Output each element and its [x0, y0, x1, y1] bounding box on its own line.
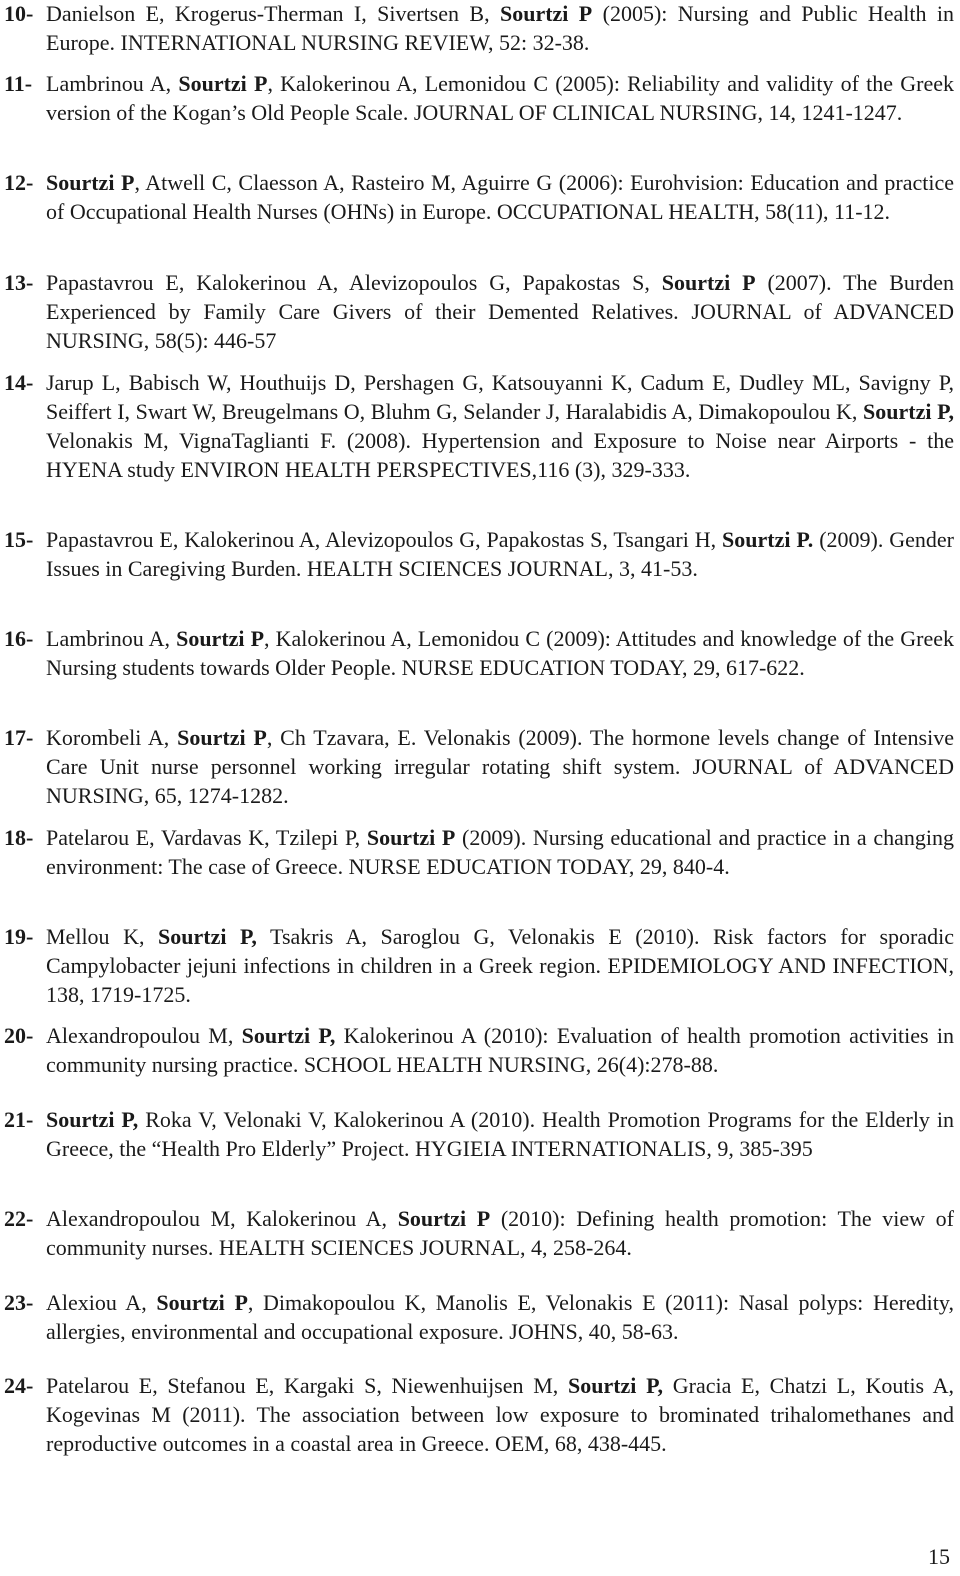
reference-number: 12- — [4, 170, 34, 195]
reference-text-segment: Alexandropoulou M, — [46, 1023, 242, 1048]
reference-number: 13- — [4, 270, 34, 295]
highlighted-author: Sourtzi P — [397, 1206, 491, 1231]
reference-number: 23- — [4, 1290, 34, 1315]
reference-item — [0, 368, 954, 484]
highlighted-author: Sourtzi P, — [863, 399, 955, 425]
reference-number: 19- — [4, 924, 34, 949]
reference-text — [46, 922, 954, 1009]
reference-item — [0, 525, 954, 583]
reference-text-segment: (2007). The Burden Experienced by Family Care Givers of their Demented Relatives. JOURNAL of ADVANCED NURSING, 58(5): 446-57 — [46, 270, 954, 354]
reference-text-segment: Velonakis M, VignaTaglianti F. (2008). Hypertension and Exposure to Noise near Airports - the HYENA study ENVIRON HEALTH PERSPECTIVES,116 (3), 329-333. — [46, 428, 954, 483]
reference-item — [0, 1288, 954, 1346]
reference-item — [0, 69, 954, 127]
reference-number: 20- — [4, 1023, 34, 1048]
reference-number: 18- — [4, 825, 34, 850]
highlighted-author: Sourtzi P, — [158, 924, 257, 949]
reference-text-segment: (2010): Defining health promotion: The view of community nurses. HEALTH SCIENCES JOURNAL, 4, 258-264. — [46, 1206, 954, 1261]
reference-text-segment: Papastavrou E, Kalokerinou A, Alevizopoulos G, Papakostas S, Tsangari H, — [46, 527, 723, 552]
highlighted-author: Sourtzi P — [156, 1290, 248, 1315]
reference-text-segment: Danielson E, Krogerus-Therman I, Sivertsen B, — [46, 1, 500, 26]
reference-text — [46, 723, 954, 810]
reference-number: 17- — [4, 725, 34, 750]
reference-text — [46, 1204, 954, 1262]
reference-text-segment: , Kalokerinou A, Lemonidou C (2005): Reliability and validity of the Greek version of the Kogan’s Old People Scale. JOURNAL OF CLINICAL NURSING, 14, 1241-1247. — [46, 71, 954, 126]
reference-text-segment: (2009). Gender Issues in Caregiving Burden. HEALTH SCIENCES JOURNAL, 3, 41-53. — [46, 527, 954, 582]
reference-text-segment: Korombeli A, — [46, 725, 178, 750]
highlighted-author: Sourtzi P — [661, 270, 756, 295]
highlighted-author: Sourtzi P, — [46, 1107, 139, 1132]
reference-text-segment: , Dimakopoulou K, Manolis E, Velonakis E (2011): Nasal polyps: Heredity, allergies, environmental and occupational exposure. JOHNS, 40, 58-63. — [46, 1290, 954, 1345]
reference-text-segment: Alexiou A, — [46, 1290, 157, 1315]
reference-text — [46, 69, 954, 127]
highlighted-author: Sourtzi P — [366, 825, 456, 850]
highlighted-author: Sourtzi P — [178, 71, 268, 96]
highlighted-author: Sourtzi P — [176, 626, 265, 651]
page-number: 15 — [928, 1544, 950, 1569]
reference-text-segment: (2009). Nursing educational and practice in a changing environment: The case of Greece. NURSE EDUCATION TODAY, 29, 840-4. — [46, 825, 955, 880]
reference-number: 14- — [4, 370, 34, 395]
highlighted-author: Sourtzi P, — [567, 1373, 664, 1398]
reference-item — [0, 922, 954, 1009]
reference-text-segment: Tsakris A, Saroglou G, Velonakis E (2010). Risk factors for sporadic Campylobacter jejuni infections in children in a Greek region. EPIDEMIOLOGY AND INFECTION, 138, 1719-1725. — [46, 924, 954, 1008]
reference-number: 16- — [4, 626, 34, 651]
reference-item — [0, 723, 954, 810]
reference-text-segment: Lambrinou A, — [46, 71, 179, 96]
reference-text — [46, 624, 954, 682]
reference-number: 10- — [4, 1, 34, 26]
reference-item — [0, 1021, 954, 1079]
reference-number: 11- — [4, 71, 33, 96]
reference-text — [46, 368, 954, 484]
reference-number: 21- — [4, 1107, 34, 1132]
reference-item — [0, 624, 954, 682]
reference-text — [46, 525, 954, 583]
reference-text-segment: , Ch Tzavara, E. Velonakis (2009). The hormone levels change of Intensive Care Unit nurse personnel working irregular rotating shift system. JOURNAL of ADVANCED NURSING, 65, 1274-1282. — [46, 725, 954, 809]
reference-text-segment: , Atwell C, Claesson A, Rasteiro M, Aguirre G (2006): Eurohvision: Education and practice of Occupational Health Nurses (OHNs) in Europe. OCCUPATIONAL HEALTH, 58(11), 11-12. — [46, 170, 954, 225]
reference-number: 22- — [4, 1206, 34, 1231]
highlighted-author: Sourtzi P — [499, 1, 593, 26]
reference-text-segment: Patelarou E, Vardavas K, Tzilepi P, — [46, 825, 367, 850]
reference-text — [46, 168, 954, 226]
reference-text-segment: (2005): Nursing and Public Health in Europe. INTERNATIONAL NURSING REVIEW, 52: 32-38. — [46, 1, 954, 56]
highlighted-author: Sourtzi P — [46, 170, 135, 195]
reference-item — [0, 1371, 954, 1458]
reference-text-segment: Patelarou E, Stefanou E, Kargaki S, Niewenhuijsen M, — [46, 1373, 568, 1398]
reference-text-segment: Kalokerinou A (2010): Evaluation of health promotion activities in community nursing practice. SCHOOL HEALTH NURSING, 26(4):278-88. — [46, 1023, 954, 1078]
reference-text — [46, 0, 954, 57]
reference-text-segment: Gracia E, Chatzi L, Koutis A, Kogevinas M (2011). The association between low exposure to brominated trihalomethanes and reproductive outcomes in a coastal area in Greece. OEM, 68, 438-445. — [46, 1373, 954, 1457]
highlighted-author: Sourtzi P, — [241, 1023, 336, 1048]
reference-text-segment: Roka V, Velonaki V, Kalokerinou A (2010). Health Promotion Programs for the Elderly in Greece, the “Health Pro Elderly” Project. HYGIEIA INTERNATIONALIS, 9, 385-395 — [46, 1107, 954, 1162]
reference-text-segment: , Kalokerinou A, Lemonidou C (2009): Attitudes and knowledge of the Greek Nursing students towards Older People. NURSE EDUCATION TODAY, 29, 617-622. — [46, 626, 954, 681]
reference-text-segment: Alexandropoulou M, Kalokerinou A, — [46, 1206, 398, 1231]
reference-text-segment: Mellou K, — [46, 924, 159, 949]
reference-text — [46, 1288, 954, 1346]
reference-number: 24- — [4, 1373, 34, 1398]
highlighted-author: Sourtzi P. — [722, 527, 814, 552]
reference-item — [0, 1204, 954, 1262]
reference-number: 15- — [4, 527, 34, 552]
reference-text — [46, 1371, 954, 1458]
reference-text — [46, 268, 954, 355]
reference-text — [46, 1021, 954, 1079]
reference-text — [46, 1105, 954, 1163]
reference-text-segment: Papastavrou E, Kalokerinou A, Alevizopoulos G, Papakostas S, — [46, 270, 662, 295]
highlighted-author: Sourtzi P — [177, 725, 267, 750]
reference-item — [0, 823, 954, 881]
reference-text-segment: Lambrinou A, — [46, 626, 177, 651]
reference-text-segment: Jarup L, Babisch W, Houthuijs D, Pershagen G, Katsouyanni K, Cadum E, Dudley ML, Savigny P, Seiffert I, Swart W, Breugelmans O, Bluhm G, Selander J, Haralabidis A, Dimakopoulou K, — [46, 370, 954, 425]
reference-item — [0, 168, 954, 226]
reference-item — [0, 268, 954, 355]
reference-text — [46, 823, 954, 881]
reference-item — [0, 1105, 954, 1163]
reference-item — [0, 0, 954, 57]
